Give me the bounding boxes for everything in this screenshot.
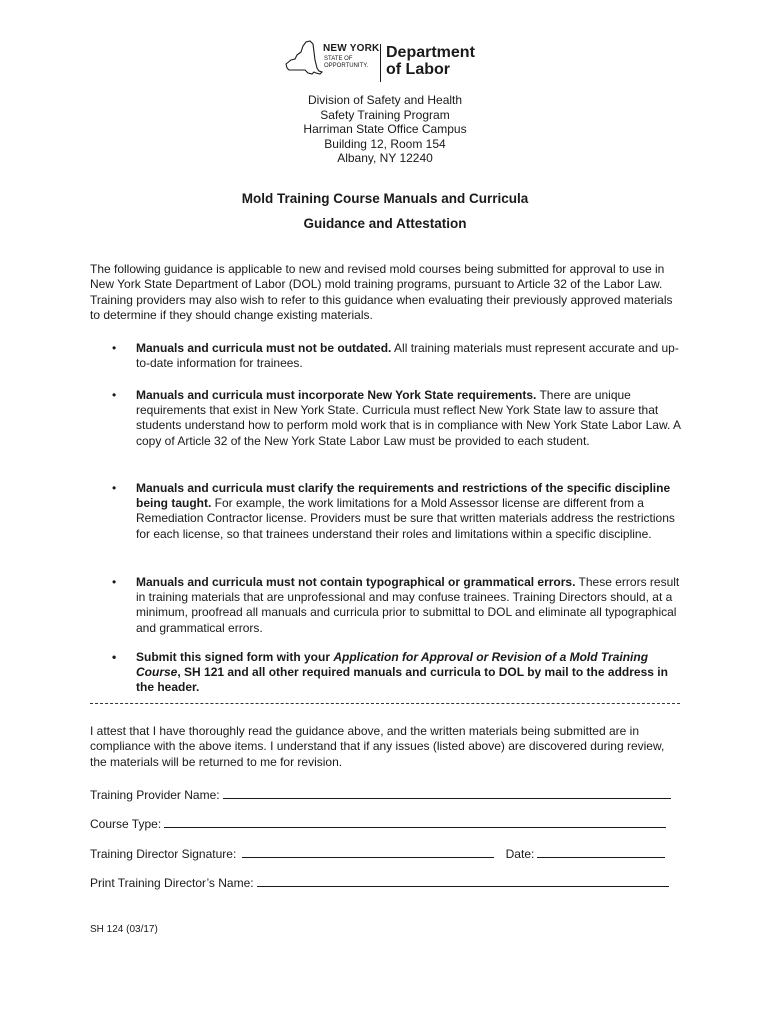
- date-input[interactable]: [537, 845, 665, 858]
- guidance-item-text: These errors result in training materials that are unprofessional and may confuse trainees. Training Directors should, at a minimum, proofread all manuals and curricula prior to submittal to DOL and eliminate all typographical and grammatical errors.: [136, 575, 680, 635]
- bullet-icon: •: [112, 388, 117, 402]
- logo-dept-line1: Department: [386, 44, 475, 61]
- training-provider-name-input[interactable]: [223, 786, 671, 799]
- guidance-item-heading: Manuals and curricula must not contain typographical or grammatical errors.: [136, 575, 576, 589]
- document-subtitle: Guidance and Attestation: [303, 216, 467, 231]
- guidance-item: [112, 481, 684, 542]
- logo-tagline: [324, 56, 374, 69]
- dashed-divider: [90, 703, 680, 704]
- logo-dept-line2: of Labor: [386, 61, 450, 78]
- print-director-name-field: [90, 874, 669, 890]
- logo-divider: [380, 44, 381, 82]
- field-label: Course Type:: [90, 817, 162, 831]
- mailing-address: [0, 93, 770, 166]
- guidance-item-text: There are unique requirements that exist in New York State. Curricula must reflect New York State law to assure that students understand how to perform mold work that is in compliance with New York State Labor Law. A copy of Article 32 of the New York State Labor Law must be provided to each student.: [136, 388, 681, 448]
- attestation-statement: I attest that I have thoroughly read the guidance above, and the written materials being submitted are in compliance with the above items. I understand that if any issues (listed above) are discovered during review, the materials will be returned to me for revision.: [90, 724, 665, 769]
- submit-text-part2: , SH 121 and all other required manuals and curricula to DOL by mail to the address in the header.: [136, 665, 668, 695]
- guidance-item-text: All training materials must represent accurate and up-to-date information for trainees.: [136, 341, 679, 371]
- guidance-item-heading: Manuals and curricula must not be outdated.: [136, 341, 392, 355]
- print-director-name-input[interactable]: [257, 874, 669, 887]
- logo-department-name: [386, 44, 475, 78]
- bullet-icon: •: [112, 650, 117, 664]
- training-provider-name-field: [90, 786, 671, 802]
- address-line: Division of Safety and Health: [307, 93, 463, 107]
- training-director-signature-field: [90, 845, 665, 861]
- intro-paragraph: The following guidance is applicable to new and revised mold courses being submitted for approval to use in New York State Department of Labor (DOL) mold training programs, pursuant to Article 32 of the Labor Law. Training providers may also wish to refer to this guidance when evaluating their previously approved materials to determine if they should change existing materials.: [90, 262, 673, 323]
- address-line: Albany, NY 12240: [337, 151, 433, 166]
- document-title: Mold Training Course Manuals and Curricula: [241, 191, 529, 206]
- bullet-icon: •: [112, 575, 117, 589]
- date-label: Date:: [505, 847, 535, 861]
- signature-input[interactable]: [242, 845, 494, 858]
- field-label: Training Director Signature:: [90, 847, 237, 861]
- guidance-item-heading: Manuals and curricula must incorporate New York State requirements.: [136, 388, 537, 402]
- application-title: Application for Approval or Revision of a Mold Training Course: [136, 650, 649, 680]
- logo-tagline-line1: STATE OF: [324, 56, 353, 62]
- form-number: SH 124 (03/17): [90, 924, 158, 935]
- submit-text-part1: Submit this signed form with your: [136, 650, 334, 664]
- logo-state-name: NEW YORK: [323, 43, 380, 54]
- bullet-icon: •: [112, 481, 117, 495]
- address-line: Safety Training Program: [320, 107, 450, 122]
- address-line: Building 12, Room 154: [324, 136, 446, 151]
- new-york-state-map-icon: [283, 38, 323, 80]
- field-label: Print Training Director’s Name:: [90, 876, 254, 890]
- address-line: Harriman State Office Campus: [303, 122, 467, 137]
- guidance-item: [112, 575, 684, 636]
- guidance-item: [112, 388, 684, 449]
- guidance-item-heading: Manuals and curricula must clarify the requirements and restrictions of the specific discipline being taught.: [136, 481, 671, 511]
- field-label: Training Provider Name:: [90, 788, 220, 802]
- nys-dol-logo: [283, 38, 483, 88]
- guidance-item: [112, 341, 684, 371]
- course-type-input[interactable]: [164, 815, 666, 828]
- bullet-icon: •: [112, 341, 117, 355]
- logo-tagline-line2: OPPORTUNITY.: [324, 62, 369, 69]
- guidance-item-text: For example, the work limitations for a Mold Assessor license are different from a Remediation Contractor license. Providers must be sure that written materials address the restrictions for each license, so that trainees understand their roles and limitations within a specific discipline.: [136, 496, 675, 541]
- course-type-field: [90, 815, 666, 831]
- submission-instruction: [112, 650, 684, 696]
